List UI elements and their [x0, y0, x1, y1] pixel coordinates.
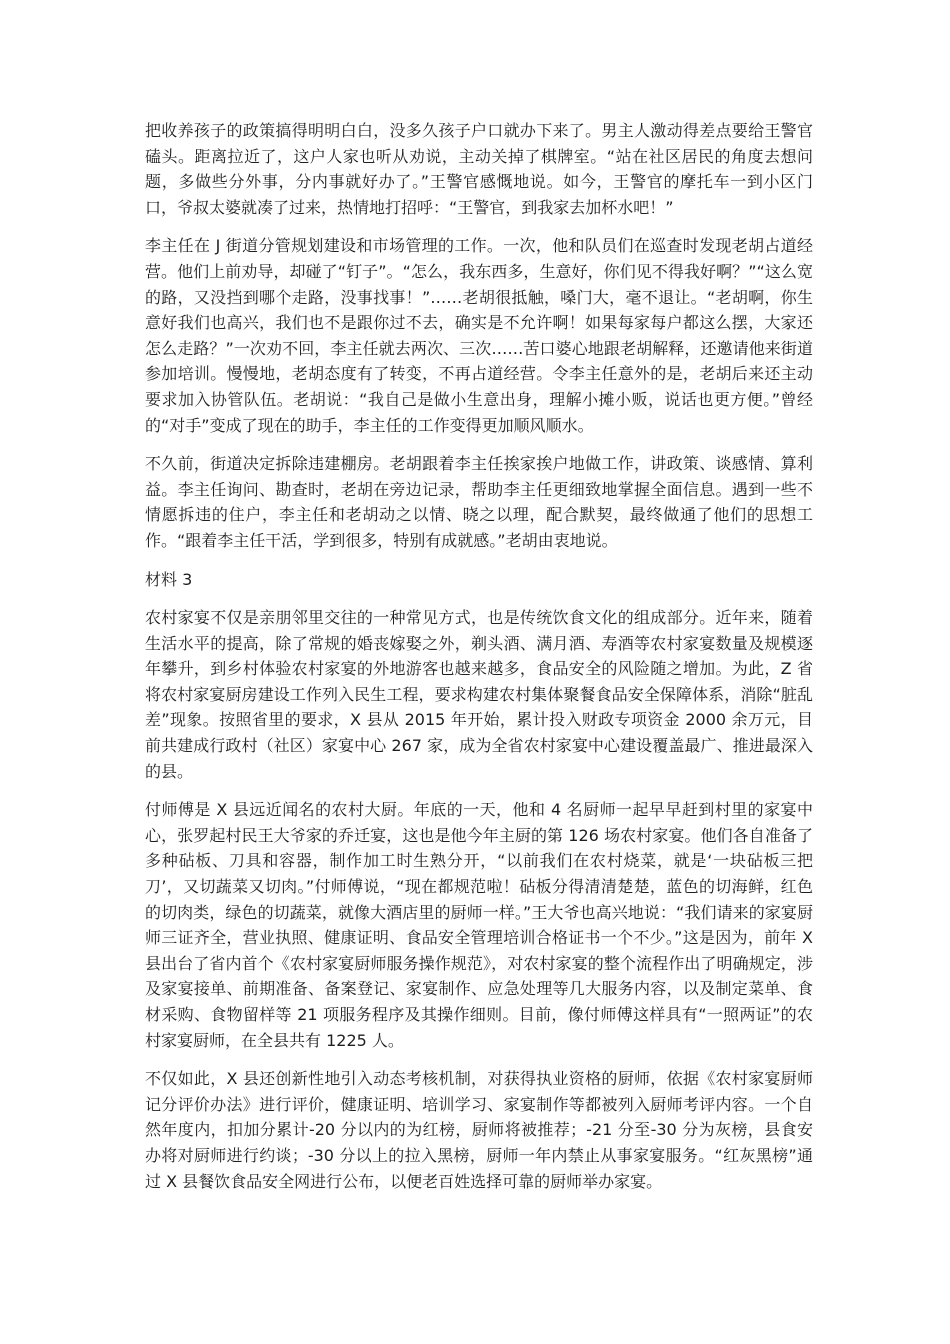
paragraph-assessment-mechanism: 不仅如此，X 县还创新性地引入动态考核机制，对获得执业资格的厨师，依据《农村家宴厨师记分评价办法》进行评价，健康证明、培训学习、家宴制作等都被列入厨师考评内容。一个自然年度内，扣加分累计-20 分以内的为红榜，厨师将被推荐；-21 分至-30 分为灰榜，县食安办将对厨师进行约谈；-30 分以上的拉入黑榜，厨师一年内禁止从事家宴服务。“红灰黑榜”通过 X 县餐饮食品安全网进行公布，以便老百姓选择可靠的厨师举办家宴。 — [145, 1069, 813, 1191]
paragraph-chef-fu-story: 付师傅是 X 县远近闻名的农村大厨。年底的一天，他和 4 名厨师一起早早赶到村里的家宴中心，张罗起村民王大爷家的乔迁宴，这也是他今年主厨的第 126 场农村家宴。他们各自准备了多种砧板、刀具和容器，制作加工时生熟分开，“以前我们在农村烧菜，就是‘一块砧板三把刀’，又切蔬菜又切肉。”付师傅说，“现在都规范啦！砧板分得清清楚楚，蓝色的切海鲜，红色的切肉类，绿色的切蔬菜，就像大酒店里的厨师一样。”王大爷也高兴地说：“我们请来的家宴厨师三证齐全，营业执照、健康证明、食品安全管理培训合格证书一个不少。”这是因为，前年 X 县出台了省内首个《农村家宴厨师服务操作规范》，对农村家宴的整个流程作出了明确规定，涉及家宴接单、前期准备、备案登记、家宴制作、应急处理等几大服务内容，以及制定菜单、食材采购、食物留样等 21 项服务程序及其操作细则。目前，像付师傅这样具有“一照两证”的农村家宴厨师，在全县共有 1225 人。 — [145, 800, 813, 1050]
document-page — [145, 118, 813, 1207]
section-title: 材料 3 — [145, 569, 193, 589]
paragraph-police-story: 把收养孩子的政策搞得明明白白，没多久孩子户口就办下来了。男主人激动得差点要给王警官磕头。距离拉近了，这户人家也听从劝说，主动关掉了棋牌室。“站在社区居民的角度去想问题，多做些分外事，分内事就好办了。”王警官感慨地说。如今，王警官的摩托车一到小区门口，爷叔太婆就凑了过来，热情地打招呼：“王警官，到我家去加杯水吧！” — [145, 121, 813, 217]
paragraph-rural-banquet-intro: 农村家宴不仅是亲朋邻里交往的一种常见方式，也是传统饮食文化的组成部分。近年来，随着生活水平的提高，除了常规的婚丧嫁娶之外，剃头酒、满月酒、寿酒等农村家宴数量及规模逐年攀升，到乡村体验农村家宴的外地游客也越来越多，食品安全的风险随之增加。为此，Z 省将农村家宴厨房建设工作列入民生工程，要求构建农村集体聚餐食品安全保障体系，消除“脏乱差”现象。按照省里的要求，X 县从 2015 年开始，累计投入财政专项资金 2000 余万元，目前共建成行政村（社区）家宴中心 267 家，成为全省农村家宴中心建设覆盖最广、推进最深入的县。 — [145, 608, 813, 781]
paragraph-demolition-story: 不久前，街道决定拆除违建棚房。老胡跟着李主任挨家挨户地做工作，讲政策、谈感情、算利益。李主任询问、勘查时，老胡在旁边记录，帮助李主任更细致地掌握全面信息。遇到一些不情愿拆违的住户，李主任和老胡动之以情、晓之以理，配合默契，最终做通了他们的思想工作。“跟着李主任干活，学到很多，特别有成就感。”老胡由衷地说。 — [145, 454, 813, 550]
paragraph-director-li-story: 李主任在 J 街道分管规划建设和市场管理的工作。一次，他和队员们在巡查时发现老胡占道经营。他们上前劝导，却碰了“钉子”。“怎么，我东西多，生意好，你们见不得我好啊？”“这么宽的路，又没挡到哪个走路，没事找事！”……老胡很抵触，嗓门大，毫不退让。“老胡啊，你生意好我们也高兴，我们也不是跟你过不去，确实是不允许啊！如果每家每户都这么摆，大家还怎么走路？”一次劝不回，李主任就去两次、三次……苦口婆心地跟老胡解释，还邀请他来街道参加培训。慢慢地，老胡态度有了转变，不再占道经营。令李主任意外的是，老胡后来还主动要求加入协管队伍。老胡说：“我自己是做小生意出身，理解小摊小贩，说话也更方便。”曾经的“对手”变成了现在的助手，李主任的工作变得更加顺风顺水。 — [145, 236, 813, 435]
